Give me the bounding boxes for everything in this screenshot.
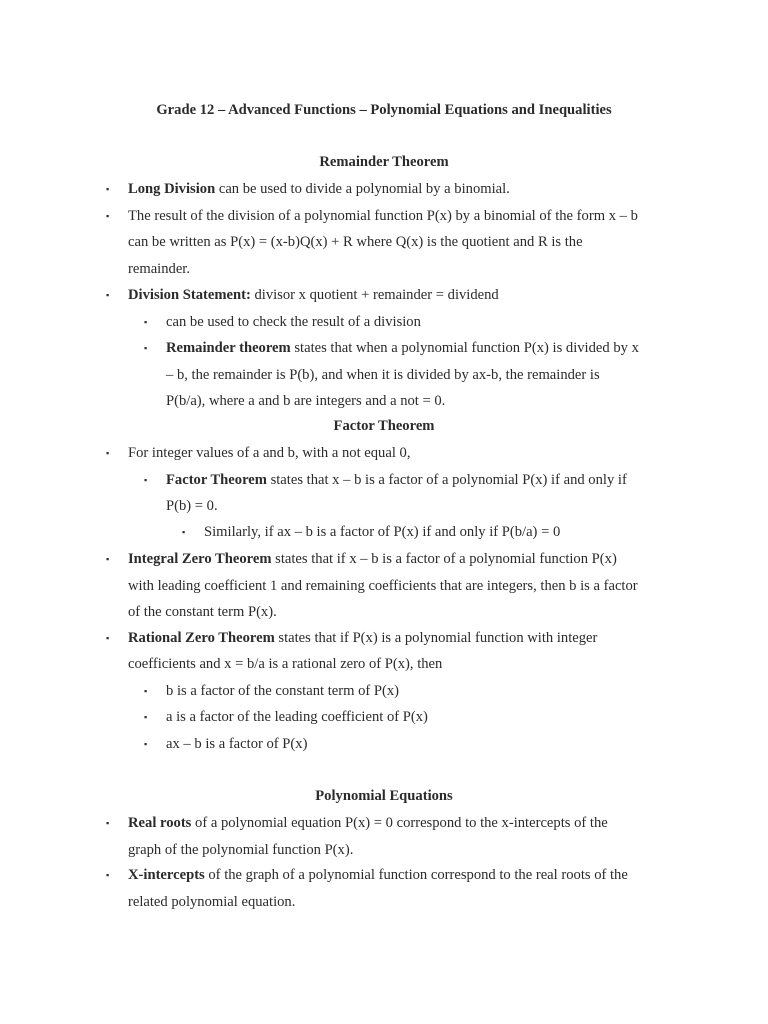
- factor-theorem-subitem-line-2: P(b) = 0.: [166, 498, 218, 514]
- rational-zero-line-2: coefficients and x = b/a is a rational zero of P(x), then: [128, 656, 443, 672]
- remainder-theorem-heading: Remainder Theorem: [319, 154, 449, 170]
- integral-zero-line-1: Integral Zero Theorem states that if x – b is a factor of a polynomial function P(x): [128, 551, 617, 567]
- bullet-icon: ▪: [106, 290, 110, 300]
- division-statement-item: Division Statement: divisor x quotient + remainder = dividend: [128, 287, 499, 303]
- remainder-theorem-subitem-line-2: – b, the remainder is P(b), and when it is divided by ax-b, the remainder is: [166, 367, 600, 383]
- division-result-line-3: remainder.: [128, 261, 190, 277]
- polynomial-equations-heading: Polynomial Equations: [315, 788, 453, 804]
- rational-zero-subitem-3: ax – b is a factor of P(x): [166, 736, 308, 752]
- bullet-icon: ▪: [144, 317, 148, 327]
- bullet-icon: ▪: [182, 527, 186, 537]
- x-intercepts-line-1: X-intercepts of the graph of a polynomial function correspond to the real roots of the: [128, 867, 628, 883]
- bullet-icon: ▪: [144, 686, 148, 696]
- integral-zero-line-2: with leading coefficient 1 and remaining coefficients that are integers, then b is a factor: [128, 578, 638, 594]
- bullet-icon: ▪: [106, 184, 110, 194]
- division-result-line-2: can be written as P(x) = (x-b)Q(x) + R where Q(x) is the quotient and R is the: [128, 234, 583, 250]
- real-roots-line-1: Real roots of a polynomial equation P(x) = 0 correspond to the x-intercepts of the: [128, 815, 608, 831]
- remainder-theorem-subitem-line-1: Remainder theorem states that when a polynomial function P(x) is divided by x: [166, 340, 639, 356]
- similarly-subsubitem: Similarly, if ax – b is a factor of P(x) if and only if P(b/a) = 0: [204, 524, 561, 540]
- bullet-icon: ▪: [144, 475, 148, 485]
- rational-zero-subitem-2: a is a factor of the leading coefficient of P(x): [166, 709, 428, 725]
- real-roots-line-2: graph of the polynomial function P(x).: [128, 842, 354, 858]
- integer-values-item: For integer values of a and b, with a not equal 0,: [128, 445, 411, 461]
- bullet-icon: ▪: [106, 633, 110, 643]
- x-intercepts-line-2: related polynomial equation.: [128, 894, 296, 910]
- rational-zero-line-1: Rational Zero Theorem states that if P(x) is a polynomial function with integer: [128, 630, 598, 646]
- factor-theorem-heading: Factor Theorem: [333, 418, 435, 434]
- bullet-icon: ▪: [106, 211, 110, 221]
- page-title: Grade 12 – Advanced Functions – Polynomial Equations and Inequalities: [156, 102, 612, 118]
- bullet-icon: ▪: [144, 739, 148, 749]
- division-result-line-1: The result of the division of a polynomial function P(x) by a binomial of the form x – b: [128, 208, 638, 224]
- long-division-item: Long Division can be used to divide a polynomial by a binomial.: [128, 181, 510, 197]
- bullet-icon: ▪: [106, 554, 110, 564]
- bullet-icon: ▪: [106, 818, 110, 828]
- bullet-icon: ▪: [106, 448, 110, 458]
- rational-zero-subitem-1: b is a factor of the constant term of P(x): [166, 683, 400, 699]
- integral-zero-line-3: of the constant term P(x).: [128, 604, 277, 620]
- factor-theorem-subitem-line-1: Factor Theorem states that x – b is a factor of a polynomial P(x) if and only if: [166, 472, 627, 488]
- bullet-icon: ▪: [106, 870, 110, 880]
- bullet-icon: ▪: [144, 343, 148, 353]
- bullet-icon: ▪: [144, 712, 148, 722]
- check-division-subitem: can be used to check the result of a division: [166, 314, 421, 330]
- remainder-theorem-subitem-line-3: P(b/a), where a and b are integers and a not = 0.: [166, 393, 446, 409]
